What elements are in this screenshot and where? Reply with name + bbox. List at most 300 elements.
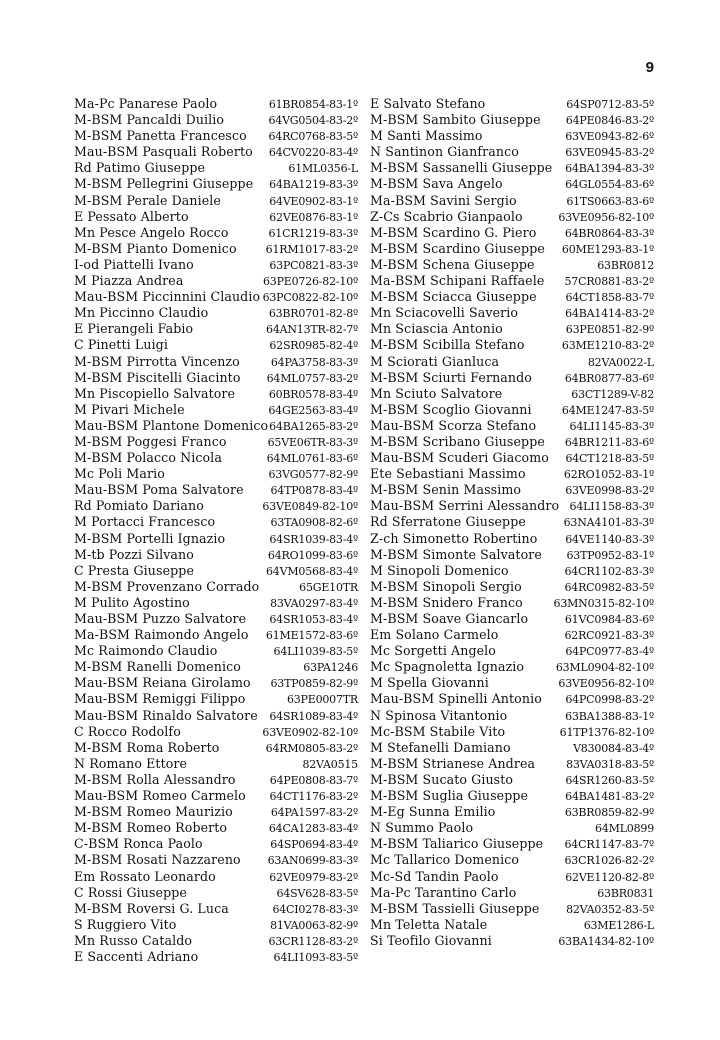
list-item	[74, 386, 358, 402]
entry-code: 64LI1093-83-5º	[273, 950, 358, 964]
list-item	[74, 418, 358, 434]
entry-name: M-BSM Romeo Roberto	[74, 820, 228, 836]
entry-name: M-BSM Scibilla Stefano	[370, 337, 525, 353]
entry-name: M-BSM Senin Massimo	[370, 482, 522, 498]
list-item	[74, 531, 358, 547]
list-item	[370, 708, 654, 724]
entry-code: 63PE0851-82-9º	[565, 323, 654, 337]
list-item	[74, 933, 358, 949]
entry-name: Mn Piccinno Claudio	[74, 305, 209, 321]
list-item	[370, 595, 654, 611]
list-item	[74, 804, 358, 820]
entry-name: M-BSM Soave Giancarlo	[370, 611, 529, 626]
entry-name: M-BSM Romeo Maurizio	[74, 804, 233, 820]
entry-code: 64CR1102-83-3º	[564, 564, 654, 578]
entry-name: Z-Cs Scabrio Gianpaolo	[370, 208, 523, 224]
entry-code: 63BA1388-83-1º	[565, 709, 654, 723]
entry-code: 64BA1265-83-2º	[269, 419, 358, 433]
entry-code: 63ME1286-L	[583, 918, 654, 932]
entry-code: 63TA0908-82-6º	[270, 516, 358, 530]
entry-code: 62RC0921-83-3º	[564, 629, 654, 643]
list-item	[370, 643, 654, 659]
entry-code: 64CT1176-83-2º	[269, 790, 358, 804]
list-item	[74, 96, 358, 112]
entry-code: 63AN0699-83-3º	[267, 854, 358, 868]
list-item	[74, 579, 358, 595]
list-item	[370, 176, 654, 192]
list-item	[370, 450, 654, 466]
entry-name: M-BSM Sciurti Fernando	[370, 369, 532, 385]
entry-name: M Spella Giovanni	[370, 675, 489, 691]
list-item	[74, 112, 358, 128]
list-item	[370, 273, 654, 289]
list-item	[74, 498, 358, 514]
list-item	[370, 96, 654, 112]
list-item	[370, 724, 654, 740]
entry-name: Mau-BSM Reiana Girolamo	[74, 675, 251, 691]
list-item	[74, 724, 358, 740]
entry-name: Mau-BSM Pasquali Roberto	[74, 144, 253, 160]
entry-name: M-BSM Poggesi Franco	[74, 433, 227, 449]
list-item	[74, 305, 358, 321]
right-column	[370, 96, 654, 949]
entry-code: 62VE1120-82-8º	[565, 870, 654, 884]
entry-name: Mc-Sd Tandin Paolo	[370, 868, 499, 884]
list-item	[370, 482, 654, 498]
entry-name: N Santinon Gianfranco	[370, 144, 519, 160]
entry-code: 64LI1039-83-5º	[273, 645, 358, 659]
entry-name: M-BSM Sucato Giusto	[370, 771, 514, 787]
entry-name: Z-ch Simonetto Robertino	[370, 530, 538, 546]
entry-name: Em Rossato Leonardo	[74, 868, 216, 884]
list-item	[74, 788, 358, 804]
entry-name: M-Eg Sunna Emilio	[370, 804, 496, 820]
entry-code: 61VC0984-83-6º	[564, 613, 654, 626]
list-item	[74, 402, 358, 418]
entry-name: Mc Tallarico Domenico	[370, 852, 520, 868]
list-item	[370, 289, 654, 305]
entry-code: 61BR0854-83-1º	[268, 98, 358, 111]
list-item	[74, 595, 358, 611]
entry-code: 64GE2563-83-4º	[268, 403, 358, 417]
list-item	[370, 579, 654, 595]
entry-name: Mc-BSM Stabile Vito	[370, 723, 506, 739]
entry-name: M-BSM Scardino G. Piero	[370, 224, 537, 240]
entry-code: 64BA1219-83-3º	[269, 178, 358, 192]
entry-name: M-BSM Simonte Salvatore	[370, 546, 542, 562]
list-item	[370, 756, 654, 772]
list-item	[370, 933, 654, 949]
list-item	[74, 547, 358, 563]
list-item	[370, 659, 654, 675]
entry-code: 63ML0904-82-10º	[555, 661, 654, 675]
entry-code: 64PA3758-83-3º	[270, 355, 358, 369]
entry-code: 63PE0726-82-10º	[262, 275, 358, 289]
entry-name: C Presta Giuseppe	[74, 562, 195, 578]
list-item	[74, 836, 358, 852]
entry-name: M-BSM Sinopoli Sergio	[370, 578, 522, 594]
entry-name: Mn Sciacovelli Saverio	[370, 305, 519, 321]
entry-name: Mn Pesce Angelo Rocco	[74, 224, 229, 240]
entry-name: M-BSM Rolla Alessandro	[74, 771, 236, 787]
list-item	[74, 434, 358, 450]
entry-code: 64BA1394-83-3º	[565, 162, 654, 176]
page-number: 9	[645, 59, 654, 76]
list-item	[74, 611, 358, 627]
entry-code: 64BR0877-83-6º	[564, 371, 654, 385]
list-item	[370, 354, 654, 370]
list-item	[74, 354, 358, 370]
entry-code: 64RC0768-83-5º	[268, 130, 358, 144]
entry-name: M-BSM Panetta Francesco	[74, 128, 247, 144]
entry-name: M-BSM Pianto Domenico	[74, 240, 237, 256]
entry-name: M Stefanelli Damiano	[370, 739, 511, 755]
entry-name: Mau-BSM Piccinnini Claudio	[74, 289, 261, 305]
list-item	[74, 772, 358, 788]
list-item	[74, 708, 358, 724]
entry-code: 64PA1597-83-2º	[270, 806, 358, 820]
entry-name: M-BSM Polacco Nicola	[74, 450, 222, 466]
entry-name: Mau-BSM Scorza Stefano	[370, 417, 537, 433]
list-item	[370, 563, 654, 579]
entry-code: 61TS0663-83-6º	[566, 194, 654, 208]
entry-code: 57CR0881-83-2º	[564, 275, 654, 289]
entry-name: M-BSM Scoglio Giovanni	[370, 401, 532, 417]
entry-code: 63VE0849-82-10º	[262, 500, 358, 514]
left-column	[74, 96, 358, 965]
entry-name: M-BSM Scribano Giuseppe	[370, 433, 545, 449]
entry-code: 82VA0352-83-5º	[566, 902, 654, 916]
entry-name: M-tb Pozzi Silvano	[74, 546, 194, 562]
entry-code: 63TP0952-83-1º	[566, 548, 654, 562]
entry-code: 64SR1260-83-5º	[565, 773, 654, 787]
entry-code: 63VE0902-82-10º	[262, 725, 358, 739]
entry-name: Rd Pomiato Dariano	[74, 498, 204, 514]
list-item	[370, 740, 654, 756]
list-item	[74, 466, 358, 482]
entry-code: 63PC0822-82-10º	[262, 291, 358, 305]
list-item	[370, 852, 654, 868]
entry-code: 64BR0864-83-3º	[564, 226, 654, 240]
entry-code: 64ME1247-83-5º	[561, 403, 654, 417]
list-item	[74, 257, 358, 273]
entry-name: Mn Sciascia Antonio	[370, 321, 503, 337]
entry-code: 64CV0220-83-4º	[268, 146, 358, 160]
list-item	[370, 241, 654, 257]
entry-name: M-BSM Rosati Nazzareno	[74, 852, 241, 868]
entry-code: 63PA1246	[303, 661, 358, 675]
list-item	[74, 563, 358, 579]
entry-name: Mau-BSM Romeo Carmelo	[74, 788, 246, 804]
list-item	[74, 917, 358, 933]
entry-name: Rd Patimo Giuseppe	[74, 160, 206, 176]
list-item	[370, 691, 654, 707]
entry-code: 63BR0859-82-9º	[564, 806, 654, 820]
list-item	[74, 643, 358, 659]
entry-name: S Ruggiero Vito	[74, 916, 177, 932]
entry-name: Mn Teletta Natale	[370, 916, 488, 932]
list-item	[74, 128, 358, 144]
entry-name: E Saccenti Adriano	[74, 948, 199, 964]
entry-name: Mau-BSM Rinaldo Salvatore	[74, 707, 258, 723]
list-item	[370, 337, 654, 353]
entry-name: I-od Piattelli Ivano	[74, 256, 194, 272]
entry-name: M Sinopoli Domenico	[370, 562, 509, 578]
list-item	[74, 869, 358, 885]
list-item	[370, 820, 654, 836]
entry-code: 64VG0504-83-2º	[268, 114, 358, 128]
entry-name: C Rocco Rodolfo	[74, 723, 181, 739]
entry-code: 64ML0757-83-2º	[266, 371, 358, 385]
entry-name: Mn Piscopiello Salvatore	[74, 385, 236, 401]
list-item	[74, 209, 358, 225]
entry-code: 61TP1376-82-10º	[559, 725, 654, 739]
entry-name: M-BSM Strianese Andrea	[370, 755, 536, 771]
list-item	[370, 804, 654, 820]
entry-name: Mc Sorgetti Angelo	[370, 643, 496, 659]
entry-name: M Santi Massimo	[370, 128, 483, 144]
entry-name: E Salvato Stefano	[370, 96, 486, 111]
entry-code: 63VE0943-82-6º	[565, 130, 654, 144]
entry-code: 60ME1293-83-1º	[561, 242, 654, 256]
entry-code: 63PC0821-83-3º	[269, 258, 358, 272]
entry-code: 64BA1414-83-2º	[565, 307, 654, 321]
entry-name: M Piazza Andrea	[74, 273, 184, 289]
entry-name: M-BSM Scardino Giuseppe	[370, 240, 545, 256]
list-item	[370, 772, 654, 788]
entry-name: Mau-BSM Serrini Alessandro	[370, 498, 560, 514]
entry-code: 63BR0701-82-8º	[268, 307, 358, 321]
list-item	[74, 820, 358, 836]
entry-code: 64CR1147-83-7º	[564, 838, 654, 852]
list-item	[370, 466, 654, 482]
list-item	[370, 675, 654, 691]
entry-name: M-BSM Sciacca Giuseppe	[370, 289, 537, 305]
entry-name: Mn Sciuto Salvatore	[370, 385, 503, 401]
list-item	[370, 917, 654, 933]
entry-code: 63CR1128-83-2º	[268, 934, 358, 948]
entry-code: 63ME1210-83-2º	[561, 339, 654, 353]
list-item	[370, 434, 654, 450]
entry-code: 63BR0812	[597, 258, 654, 272]
list-item	[74, 756, 358, 772]
list-item	[370, 627, 654, 643]
list-item	[370, 531, 654, 547]
entry-code: 64PE0808-83-7º	[269, 773, 358, 787]
entry-name: N Spinosa Vitantonio	[370, 707, 508, 723]
entry-name: M Pulito Agostino	[74, 594, 190, 610]
entry-code: 64CI0278-83-3º	[272, 902, 358, 916]
entry-code: 63VE0945-83-2º	[565, 146, 654, 160]
entry-name: M Sciorati Gianluca	[370, 353, 500, 369]
entry-code: 64SP0694-83-4º	[270, 838, 358, 852]
entry-code: 64BA1481-83-2º	[565, 790, 654, 804]
list-item	[74, 144, 358, 160]
list-item	[74, 160, 358, 176]
list-item	[74, 482, 358, 498]
entry-code: 65GE10TR	[299, 580, 358, 594]
entry-code: 62SR0985-82-4º	[269, 339, 358, 353]
list-item	[370, 514, 654, 530]
list-item	[74, 273, 358, 289]
entry-name: M-BSM Ranelli Domenico	[74, 659, 241, 675]
entry-name: M-BSM Suglia Giuseppe	[370, 788, 529, 804]
entry-code: 63NA4101-83-3º	[563, 516, 654, 530]
entry-name: Mau-BSM Spinelli Antonio	[370, 691, 542, 707]
entry-code: 64SR1089-83-4º	[269, 709, 358, 723]
entry-name: M-BSM Roma Roberto	[74, 739, 220, 755]
entry-name: M-BSM Pellegrini Giuseppe	[74, 176, 254, 192]
list-item	[74, 450, 358, 466]
entry-name: Em Solano Carmelo	[370, 627, 499, 643]
list-item	[370, 257, 654, 273]
list-item	[370, 885, 654, 901]
entry-name: C-BSM Ronca Paolo	[74, 836, 203, 852]
list-item	[74, 241, 358, 257]
entry-code: 60BR0578-83-4º	[268, 387, 358, 401]
entry-name: Ma-BSM Savini Sergio	[370, 192, 517, 208]
list-item	[74, 852, 358, 868]
entry-code: 64VM0568-83-4º	[266, 564, 358, 578]
entry-code: 64AN13TR-82-7º	[266, 323, 358, 337]
entry-code: 64ML0761-83-6º	[266, 452, 358, 466]
entry-code: V830084-83-4º	[573, 741, 654, 755]
list-item	[370, 370, 654, 386]
list-item	[74, 627, 358, 643]
entry-code: 64SR1053-83-4º	[269, 613, 358, 626]
entry-name: Ete Sebastiani Massimo	[370, 466, 526, 482]
entry-code: 64PC0977-83-4º	[565, 645, 654, 659]
list-item	[370, 305, 654, 321]
list-item	[370, 402, 654, 418]
entry-code: 64CT1858-83-7º	[565, 291, 654, 305]
entry-code: 64RM0805-83-2º	[265, 741, 358, 755]
list-item	[74, 949, 358, 965]
entry-name: M-BSM Sassanelli Giuseppe	[370, 160, 553, 176]
entry-code: 64SR1039-83-4º	[269, 532, 358, 546]
entry-code: 83VA0297-83-4º	[270, 596, 358, 610]
entry-name: M-BSM Sambito Giuseppe	[370, 112, 541, 128]
entry-name: M-BSM Perale Daniele	[74, 192, 221, 208]
list-item	[370, 836, 654, 852]
entry-code: 81VA0063-82-9º	[270, 918, 358, 932]
list-item	[370, 209, 654, 225]
entry-name: Mau-BSM Poma Salvatore	[74, 482, 244, 498]
entry-code: 82VA0022-L	[587, 355, 654, 369]
entry-code: 64SP0712-83-5º	[566, 98, 654, 111]
entry-code: 62VE0979-83-2º	[269, 870, 358, 884]
list-item	[74, 659, 358, 675]
list-item	[74, 514, 358, 530]
entry-code: 65VE06TR-83-3º	[267, 435, 358, 449]
entry-name: M-BSM Pirrotta Vincenzo	[74, 353, 240, 369]
entry-code: 64TP0878-83-4º	[270, 484, 358, 498]
entry-code: 64VE0902-83-1º	[269, 194, 358, 208]
entry-code: 63VE0956-82-10º	[558, 677, 654, 691]
entry-code: 63CR1026-82-2º	[564, 854, 654, 868]
entry-code: 64SV628-83-5º	[276, 886, 358, 900]
entry-code: 64RC0982-83-5º	[564, 580, 654, 594]
entry-name: M Portacci Francesco	[74, 514, 216, 530]
entry-code: 64CT1218-83-5º	[565, 452, 654, 466]
entry-name: Ma-Pc Panarese Paolo	[74, 96, 218, 111]
list-item	[74, 691, 358, 707]
entry-code: 63BR0831	[597, 886, 654, 900]
entry-name: M-BSM Taliarico Giuseppe	[370, 836, 544, 852]
entry-code: 64PE0846-83-2º	[565, 114, 654, 128]
entry-code: 64BR1211-83-6º	[564, 435, 654, 449]
list-item	[74, 337, 358, 353]
entry-name: Mau-BSM Puzzo Salvatore	[74, 611, 247, 626]
entry-code: 61CR1219-83-3º	[268, 226, 358, 240]
entry-code: 62VE0876-83-1º	[269, 210, 358, 224]
entry-code: 64LI1145-83-3º	[569, 419, 654, 433]
entry-code: 61ML0356-L	[288, 162, 358, 176]
list-item	[74, 370, 358, 386]
entry-code: 64RO1099-83-6º	[267, 548, 358, 562]
entry-code: 63VG0577-82-9º	[268, 468, 358, 482]
entry-code: 63PE0007TR	[286, 693, 358, 707]
list-item	[370, 112, 654, 128]
list-item	[370, 418, 654, 434]
list-item	[370, 386, 654, 402]
list-item	[74, 885, 358, 901]
entry-code: 63MN0315-82-10º	[553, 596, 654, 610]
entry-name: M-BSM Tassielli Giuseppe	[370, 900, 540, 916]
entry-code: 64ML0899	[595, 822, 654, 836]
list-item	[74, 901, 358, 917]
entry-code: 63VE0998-83-2º	[565, 484, 654, 498]
entry-code: 63VE0956-82-10º	[558, 210, 654, 224]
list-item	[370, 498, 654, 514]
entry-name: Ma-BSM Raimondo Angelo	[74, 627, 249, 643]
entry-code: 61ME1572-83-6º	[265, 629, 358, 643]
entry-name: M-BSM Snidero Franco	[370, 594, 523, 610]
list-item	[370, 321, 654, 337]
entry-name: M-BSM Sava Angelo	[370, 176, 503, 192]
entry-name: Si Teofilo Giovanni	[370, 932, 492, 948]
entry-code: 83VA0318-83-5º	[566, 757, 654, 771]
entry-name: Ma-Pc Tarantino Carlo	[370, 884, 517, 900]
entry-code: 82VA0515	[302, 757, 358, 771]
list-item	[370, 225, 654, 241]
entry-code: 64GL0554-83-6º	[565, 178, 654, 192]
list-item	[370, 869, 654, 885]
entry-code: 61RM1017-83-2º	[265, 242, 358, 256]
entry-name: N Romano Ettore	[74, 755, 188, 771]
list-item	[74, 225, 358, 241]
list-item	[370, 160, 654, 176]
entry-name: E Pierangeli Fabio	[74, 321, 194, 337]
entry-name: N Summo Paolo	[370, 820, 474, 836]
entry-name: Mc Raimondo Claudio	[74, 643, 218, 659]
list-item	[74, 289, 358, 305]
list-item	[370, 193, 654, 209]
entry-name: E Pessato Alberto	[74, 208, 189, 224]
list-item	[74, 176, 358, 192]
entry-name: M-BSM Provenzano Corrado	[74, 578, 260, 594]
entry-code: 64PC0998-83-2º	[565, 693, 654, 707]
entry-code: 64CA1283-83-4º	[268, 822, 358, 836]
list-item	[370, 611, 654, 627]
entry-name: M Pivari Michele	[74, 401, 185, 417]
list-item	[370, 547, 654, 563]
entry-name: Mau-BSM Scuderi Giacomo	[370, 450, 549, 466]
entry-name: M-BSM Roversi G. Luca	[74, 900, 229, 916]
entry-name: Mau-BSM Remiggi Filippo	[74, 691, 246, 707]
entry-name: Mau-BSM Plantone Domenico	[74, 417, 269, 433]
entry-name: C Pinetti Luigi	[74, 337, 168, 353]
